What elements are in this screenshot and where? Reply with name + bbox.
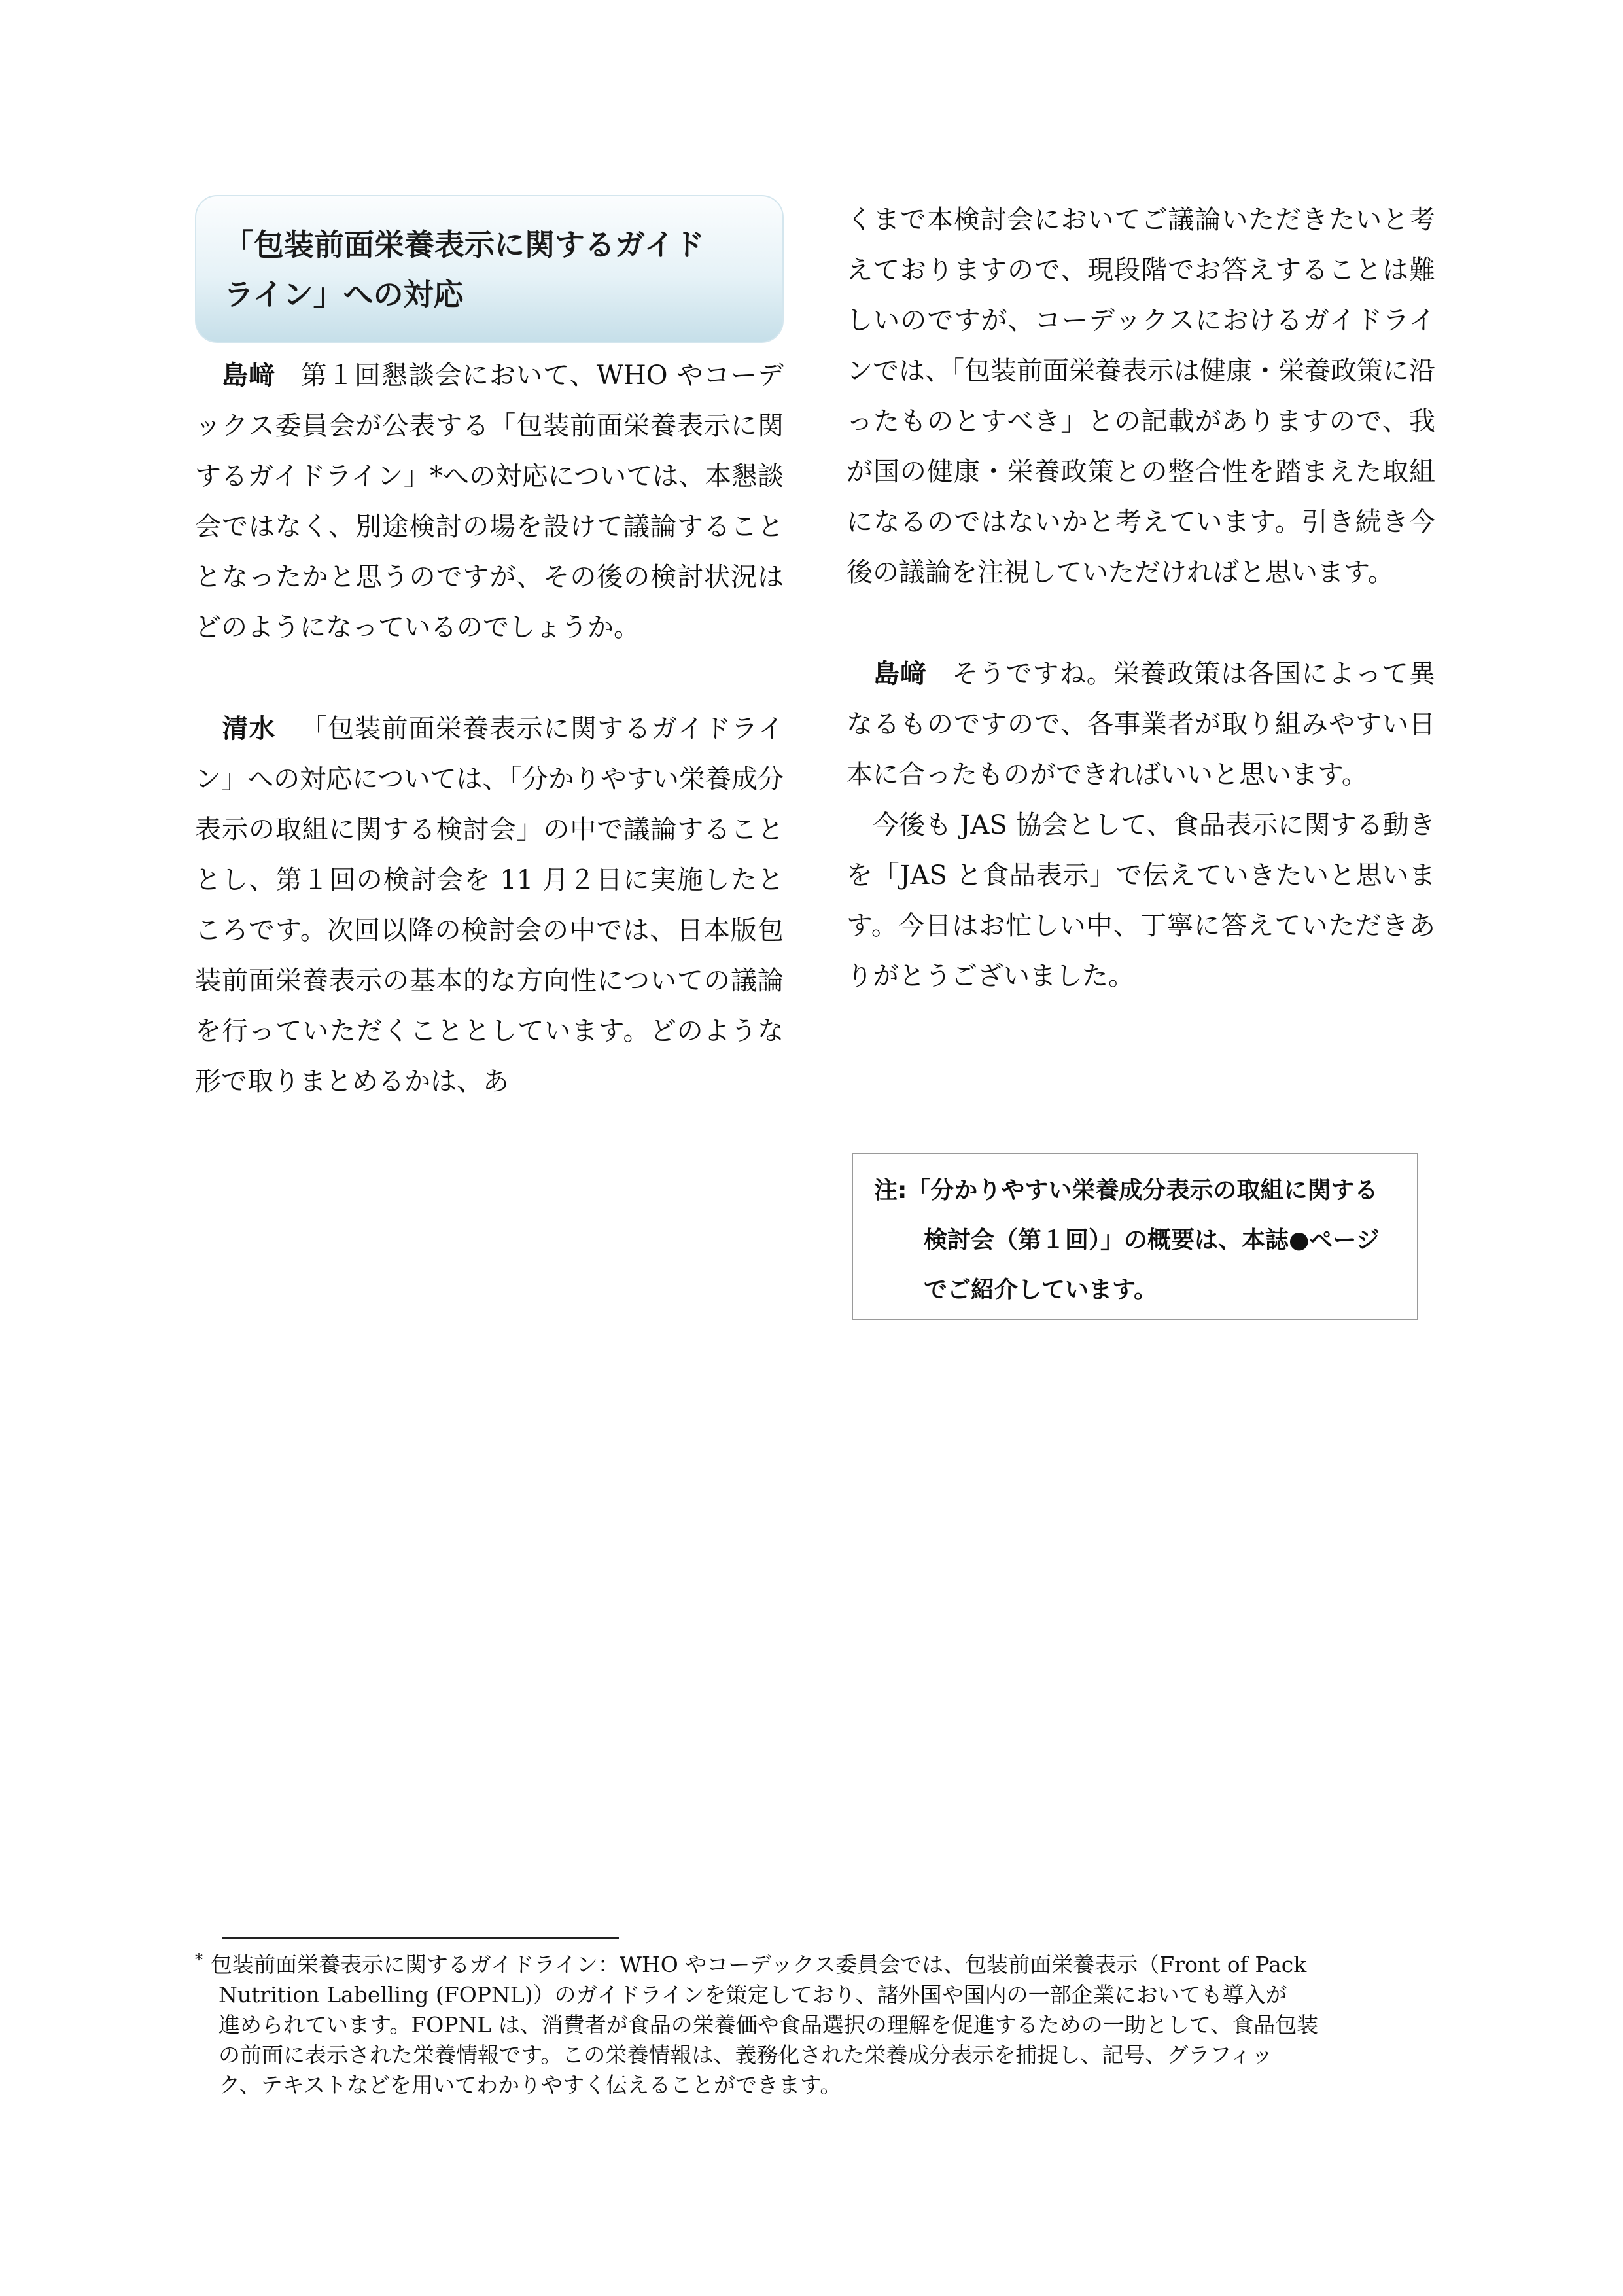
note-line: 検討会（第１回）」の概要は、本誌●ページ xyxy=(924,1227,1380,1254)
paragraph-text: 「包装前面栄養表示に関するガイドライン」への対応については、「分かりやすい栄養成分表示の取組に関する検討会」の中で議論することとし、第１回の検討会を 11 月２日に実施したところです。次回以降の検討会の中では、日本版包装前面栄養表示の基本的な方向性についての議論を行っていただくこととしています。どのような形で取りまとめるかは、あ xyxy=(195,714,784,1097)
speaker-name: 島﨑 xyxy=(222,361,276,391)
section-heading-line1: 「包装前面栄養表示に関するガイド xyxy=(224,227,705,262)
footnote-marker: * xyxy=(195,1951,203,1969)
paragraph-shimizu-answer-cont: くまで本検討会においてご議論いただきたいと考えておりますので、現段階でお答えすることは難しいのですが、コーデックスにおけるガイドラインでは、「包装前面栄養表示は健康・栄養政策に沿ったものとすべき」との記載がありますので、我が国の健康・栄養政策との整合性を踏まえた取組になるのではないかと考えています。引き続き今後の議論を注視していただければと思います。 xyxy=(846,205,1435,588)
left-column xyxy=(195,195,784,1107)
paragraph-text: 第１回懇談会において、WHO やコーデックス委員会が公表する「包装前面栄養表示に関するガイドライン」*への対応については、本懇談会ではなく、別途検討の場を設けて議論することとなったかと思うのですが、その後の検討状況はどのようになっているのでしょうか。 xyxy=(195,361,784,643)
speaker-name: 清水 xyxy=(222,714,276,744)
footnote-line: の前面に表示された栄養情報です。この栄養情報は、義務化された栄養成分表示を捕捉し、記号、グラフィッ xyxy=(218,2042,1273,2068)
footnote-line: Nutrition Labelling (FOPNL)）のガイドラインを策定しており、諸外国や国内の一部企業においても導入が xyxy=(218,1982,1287,2007)
paragraph-shimazaki-reply xyxy=(846,649,1435,800)
paragraph-shimizu-answer xyxy=(195,704,784,1107)
footnote-line: ク、テキストなどを用いてわかりやすく伝えることができます。 xyxy=(218,2072,842,2098)
right-column xyxy=(846,195,1435,1002)
paragraph-text: そうですね。栄養政策は各国によって異なるものですので、各事業者が取り組みやすい日本に合ったものができればいいと思います。 xyxy=(846,659,1436,790)
note-line: 注:「分かりやすい栄養成分表示の取組に関する xyxy=(874,1177,1378,1204)
note-box xyxy=(852,1153,1418,1320)
paragraph-closing xyxy=(846,800,1435,1002)
speaker-name: 島﨑 xyxy=(873,659,928,689)
paragraph-shimazaki-question xyxy=(195,351,784,653)
footnote xyxy=(195,1950,1438,2100)
footnote-line: 包装前面栄養表示に関するガイドライン：WHO やコーデックス委員会では、包装前面栄養表示（Front of Pack xyxy=(211,1952,1307,1977)
paragraph-text: 今後も JAS 協会として、食品表示に関する動きを「JAS と食品表示」で伝えていきたいと思います。今日はお忙しい中、丁寧に答えていただきありがとうございました。 xyxy=(846,810,1435,991)
footnote-divider xyxy=(222,1937,619,1939)
section-heading xyxy=(195,195,784,343)
section-heading-line2: ライン」への対応 xyxy=(224,277,464,312)
footnote-line: 進められています。FOPNL は、消費者が食品の栄養価や食品選択の理解を促進するための一助として、食品包装 xyxy=(218,2012,1319,2038)
note-line: でご紹介しています。 xyxy=(924,1277,1158,1303)
